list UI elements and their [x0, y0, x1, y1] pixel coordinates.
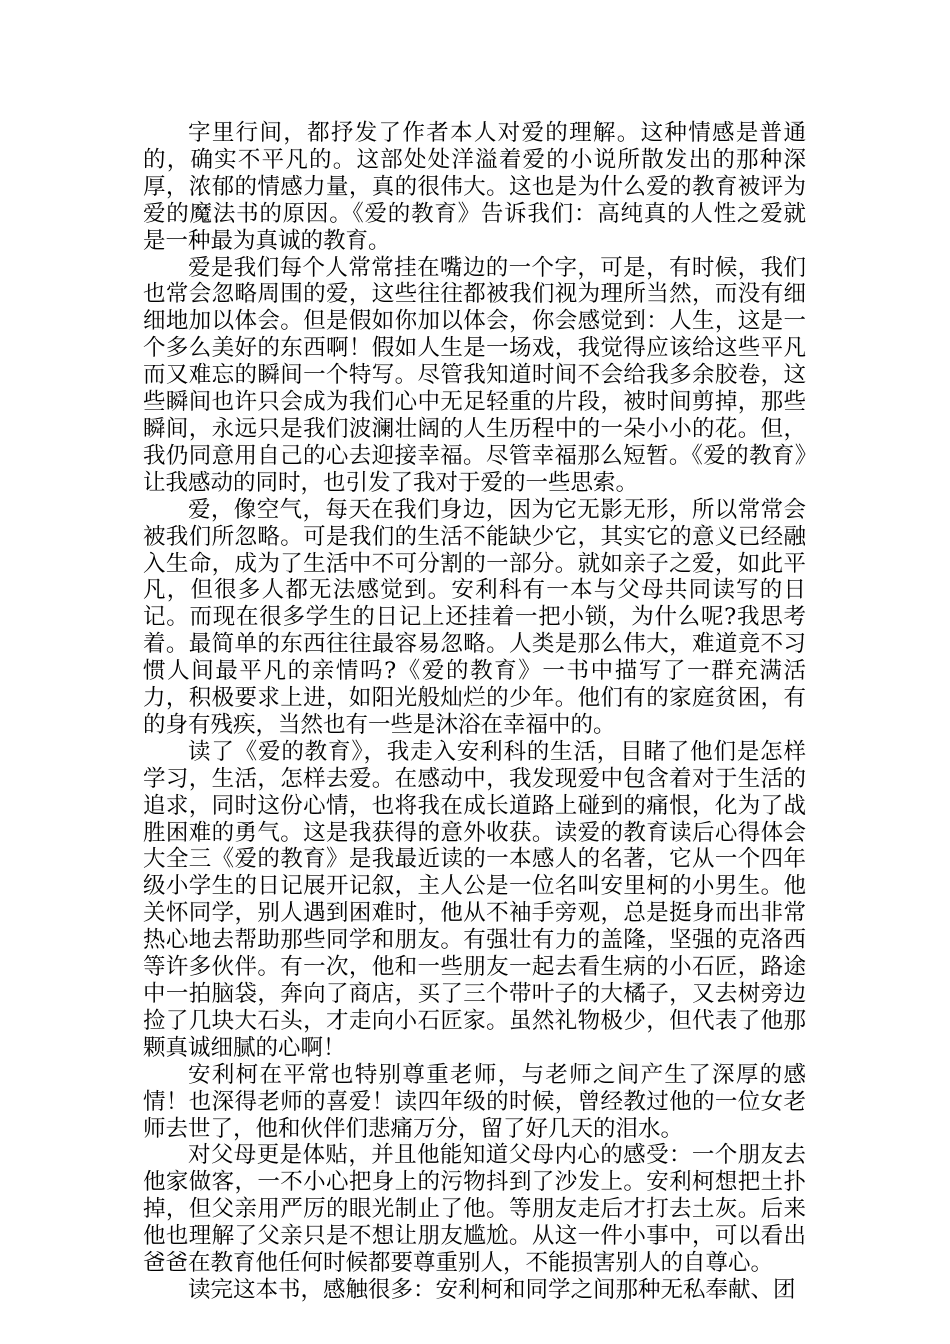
paragraph-3: 爱，像空气，每天在我们身边，因为它无影无形，所以常常会被我们所忽略。可是我们的生活不能缺少它，其实它的意义已经融入生命，成为了生活中不可分割的一部分。就如亲子之爱，如此平凡，但很多人都无法感觉到。安利科有一本与父母共同读写的日记。而现在很多学生的日记上还挂着一把小锁，为什么呢?我思考着。最简单的东西往往最容易忽略。人类是那么伟大，难道竟不习惯人间最平凡的亲情吗?《爱的教育》一书中描写了一群充满活力，积极要求上进，如阳光般灿烂的少年。他们有的家庭贫困，有的身有残疾，当然也有一些是沐浴在幸福中的。: [143, 496, 806, 738]
paragraph-2: 爱是我们每个人常常挂在嘴边的一个字，可是，有时候，我们也常会忽略周围的爱，这些往往都被我们视为理所当然，而没有细细地加以体会。但是假如你加以体会，你会感觉到：人生，这是一个多么美好的东西啊！假如人生是一场戏，我觉得应该给这些平凡而又难忘的瞬间一个特写。尽管我知道时间不会给我多余胶卷，这些瞬间也许只会成为我们心中无足轻重的片段，被时间剪掉，那些瞬间，永远只是我们波澜壮阔的人生历程中的一朵小小的花。但，我仍同意用自己的心去迎接幸福。尽管幸福那么短暂。《爱的教育》让我感动的同时，也引发了我对于爱的一些思索。: [143, 254, 806, 496]
paragraph-4: 读了《爱的教育》，我走入安利科的生活，目睹了他们是怎样学习，生活，怎样去爱。在感动中，我发现爱中包含着对于生活的追求，同时这份心情，也将我在成长道路上碰到的痛恨，化为了战胜困难的勇气。这是我获得的意外收获。读爱的教育读后心得体会大全三《爱的教育》是我最近读的一本感人的名著，它从一个四年级小学生的日记展开记叙，主人公是一位名叫安里柯的小男生。他关怀同学，别人遇到困难时，他从不袖手旁观，总是挺身而出非常热心地去帮助那些同学和朋友。有强壮有力的盖隆，坚强的克洛西等许多伙伴。有一次，他和一些朋友一起去看生病的小石匠，路途中一拍脑袋，奔向了商店，买了三个带叶子的大橘子，又去树旁边捡了几块大石头，才走向小石匠家。虽然礼物极少，但代表了他那颗真诚细腻的心啊！: [143, 738, 806, 1061]
paragraph-6: 对父母更是体贴，并且他能知道父母内心的感受：一个朋友去他家做客，一不小心把身上的污物抖到了沙发上。安利柯想把土扑掉，但父亲用严厉的眼光制止了他。等朋友走后才打去土灰。后来他也理解了父亲只是不想让朋友尴尬。从这一件小事中，可以看出爸爸在教育他任何时候都要尊重别人，不能损害别人的自尊心。: [143, 1142, 806, 1277]
paragraph-7: 读完这本书，感触很多：安利柯和同学之间那种无私奉献、团: [188, 1276, 796, 1303]
paragraph-1: 字里行间，都抒发了作者本人对爱的理解。这种情感是普通的，确实不平凡的。这部处处洋溢着爱的小说所散发出的那种深厚，浓郁的情感力量，真的很伟大。这也是为什么爱的教育被评为爱的魔法书的原因。《爱的教育》告诉我们：高纯真的人性之爱就是一种最为真诚的教育。: [143, 120, 806, 254]
article-body: [143, 120, 806, 1304]
paragraph-5: 安利柯在平常也特别尊重老师，与老师之间产生了深厚的感情！也深得老师的喜爱！读四年级的时候，曾经教过他的一位女老师去世了，他和伙伴们悲痛万分，留了好几天的泪水。: [143, 1061, 806, 1142]
